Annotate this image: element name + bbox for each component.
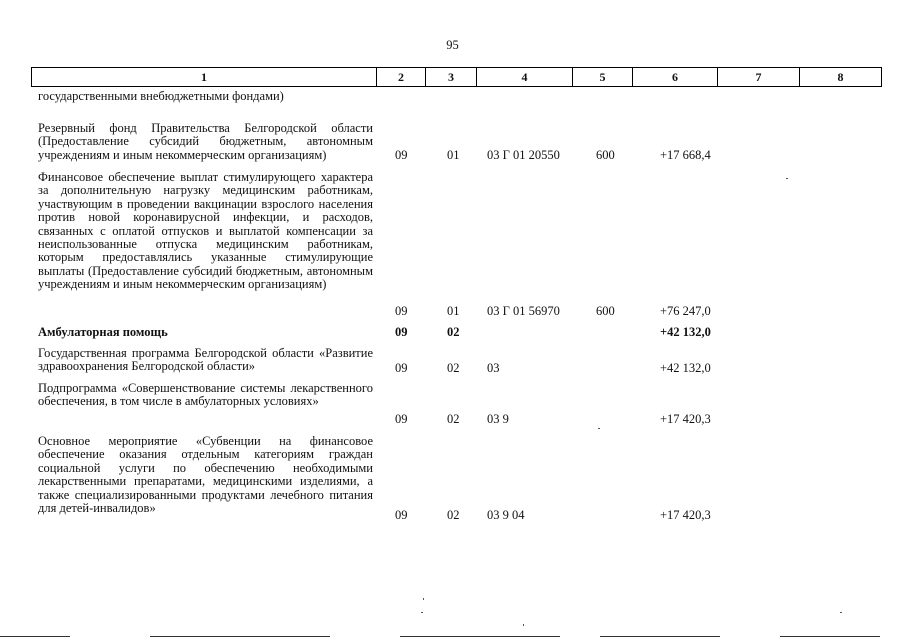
header-col-2: 2 — [377, 68, 426, 86]
row-description: Финансовое обеспечение выплат стимулирующего характера за дополнительную нагрузку медицинским работникам, участвующим в проведении вакцинации взрослого населения против новой коронавирусной инфекции, и расходов, связанных с оплатой отпусков и выплатой компенсации за неиспользованные отпуска медицинским работникам, которым предоставлялись указанные стимулирующие выплаты (Предоставление субсидий бюджетным, автономным учреждениям и иным некоммерческим организациям) — [38, 170, 373, 292]
row-expense-type: 600 — [596, 148, 615, 162]
scan-speck — [598, 428, 600, 429]
scan-speck — [840, 612, 842, 613]
row-target-article: 03 9 — [487, 412, 509, 426]
scan-edge-line — [150, 636, 330, 637]
row-expense-type: 600 — [596, 304, 615, 318]
row-amount: +17 420,3 — [660, 412, 711, 426]
header-col-1: 1 — [32, 68, 377, 86]
table-header-row — [31, 67, 882, 87]
scan-speck — [786, 178, 788, 179]
page-number: 95 — [446, 38, 459, 52]
row-section-code: 09 — [395, 412, 408, 426]
row-target-article: 03 — [487, 361, 500, 375]
header-col-3: 3 — [426, 68, 477, 86]
row-amount: +42 132,0 — [660, 325, 711, 339]
row-subsection-code: 02 — [447, 325, 460, 339]
row-section-code: 09 — [395, 361, 408, 375]
scan-speck — [421, 612, 423, 613]
row-amount: +76 247,0 — [660, 304, 711, 318]
row-amount: +42 132,0 — [660, 361, 711, 375]
row-description: Резервный фонд Правительства Белгородской области (Предоставление субсидий бюджетным, автономным учреждениям и иным некоммерческим организациям) — [38, 121, 373, 162]
header-col-8: 8 — [837, 69, 844, 84]
header-col-6: 6 — [633, 68, 718, 86]
scan-edge-line — [780, 636, 880, 637]
row-section-code: 09 — [395, 325, 408, 339]
row-amount: +17 668,4 — [660, 148, 711, 162]
row-subsection-code: 02 — [447, 508, 460, 522]
row-section-code: 09 — [395, 508, 408, 522]
row-description: Основное мероприятие «Субвенции на финансовое обеспечение оказания отдельным категориям граждан социальной услуги по обеспечению необходимыми лекарственными препаратами, медицинскими изделиями, а также специализированными продуктами лечебного питания для детей-инвалидов» — [38, 434, 373, 516]
scan-speck — [523, 624, 524, 626]
header-col-7: 7 — [718, 68, 800, 86]
scan-edge-line — [0, 636, 70, 637]
row-description: государственными внебюджетными фондами) — [38, 89, 284, 103]
header-col-4: 4 — [477, 68, 573, 86]
row-subsection-code: 01 — [447, 304, 460, 318]
row-section-code: 09 — [395, 304, 408, 318]
scan-edge-line — [400, 636, 560, 637]
scan-speck — [423, 598, 424, 600]
row-description: Государственная программа Белгородской области «Развитие здравоохранения Белгородской области» — [38, 346, 373, 374]
header-col-5: 5 — [573, 68, 633, 86]
row-subsection-code: 02 — [447, 412, 460, 426]
row-target-article: 03 Г 01 20550 — [487, 148, 560, 162]
scan-edge-line — [600, 636, 720, 637]
row-target-article: 03 Г 01 56970 — [487, 304, 560, 318]
row-section-code: 09 — [395, 148, 408, 162]
row-subsection-code: 02 — [447, 361, 460, 375]
row-target-article: 03 9 04 — [487, 508, 525, 522]
row-description: Амбулаторная помощь — [38, 325, 168, 339]
row-amount: +17 420,3 — [660, 508, 711, 522]
row-subsection-code: 01 — [447, 148, 460, 162]
row-description: Подпрограмма «Совершенствование системы лекарственного обеспечения, в том числе в амбулаторных условиях» — [38, 381, 373, 409]
